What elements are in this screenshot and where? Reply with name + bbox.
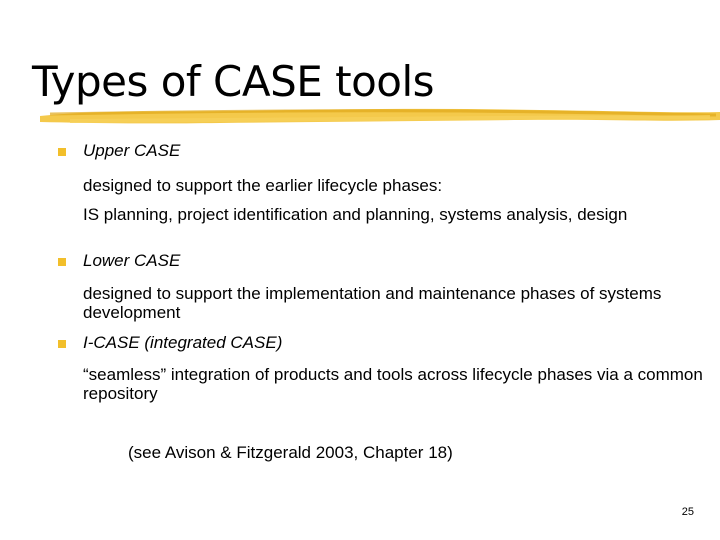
item-body-line: designed to support the implementation and maintenance phases of systems development xyxy=(83,284,662,322)
item-heading-upper-case: Upper CASE xyxy=(83,141,181,160)
reference-citation: (see Avison & Fitzgerald 2003, Chapter 18) xyxy=(128,443,453,462)
item-body-line: “seamless” integration of products and tools across lifecycle phases via a common repository xyxy=(83,365,703,403)
title-brush-underline xyxy=(40,102,720,130)
item-body-line: IS planning, project identification and planning, systems analysis, design xyxy=(83,205,628,224)
item-heading-lower-case: Lower CASE xyxy=(83,251,181,270)
bullet-square xyxy=(58,148,66,156)
item-body-line: designed to support the earlier lifecycle phases: xyxy=(83,176,443,195)
bullet-square xyxy=(58,258,66,266)
slide-title: Types of CASE tools xyxy=(32,57,435,106)
bullet-square xyxy=(58,340,66,348)
item-heading-i-case: I-CASE (integrated CASE) xyxy=(83,333,283,352)
page-number: 25 xyxy=(681,506,694,518)
